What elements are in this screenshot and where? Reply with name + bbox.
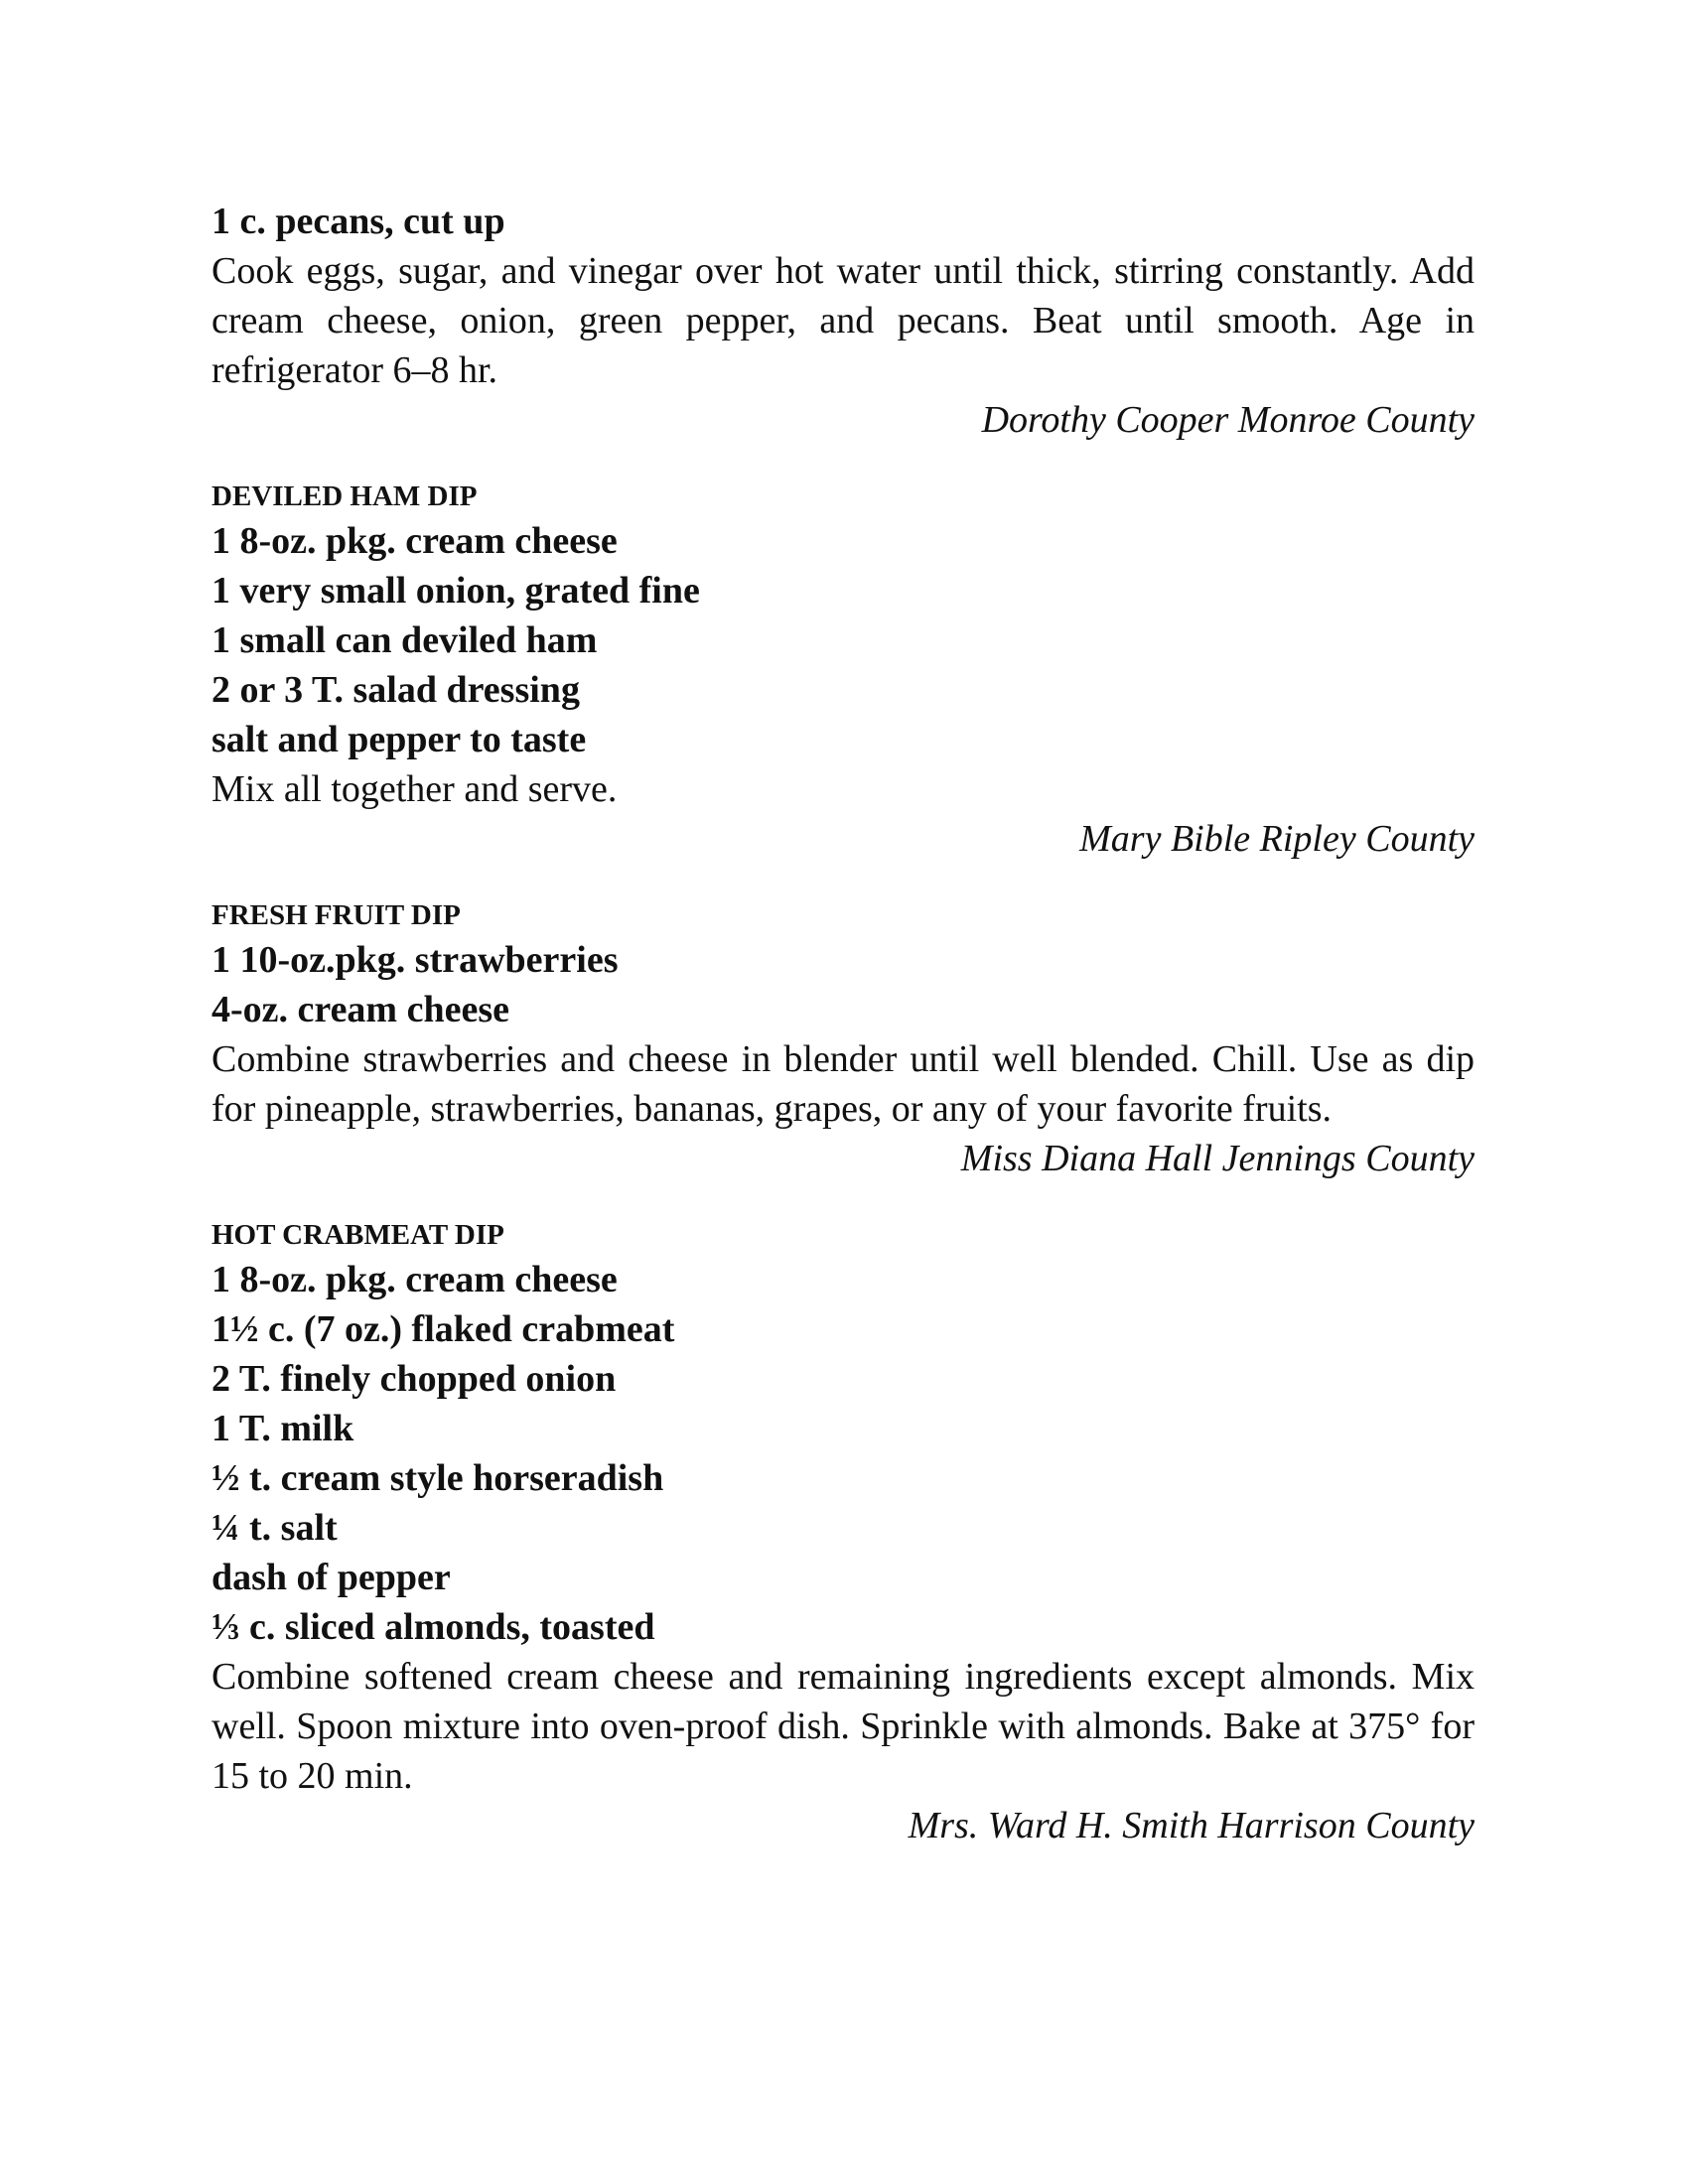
ingredient-line: 1½ c. (7 oz.) flaked crabmeat [211, 1308, 675, 1350]
ingredient-line: dash of pepper [211, 1557, 451, 1598]
ingredient-line: 1 c. pecans, cut up [211, 201, 505, 242]
ingredient-line: 1 8-oz. pkg. cream cheese [211, 1259, 618, 1300]
recipe-directions: Combine softened cream cheese and remaining ingredients except almonds. Mix well. Spoon mixture into oven-proof dish. Sprinkle with almonds. Bake at 375° for 15 to 20 min. [211, 1656, 1475, 1797]
ingredient-line: 4-oz. cream cheese [211, 989, 509, 1030]
recipe-fragment [211, 197, 1475, 445]
ingredient-line: 1 10-oz.pkg. strawberries [211, 939, 619, 981]
recipe-credit: Dorothy Cooper Monroe County [981, 399, 1475, 441]
recipe-credit: Mrs. Ward H. Smith Harrison County [908, 1805, 1475, 1846]
ingredient-line: 2 or 3 T. salad dressing [211, 669, 580, 711]
ingredient-line: 2 T. finely chopped onion [211, 1358, 617, 1400]
recipe-title: HOT CRABMEAT DIP [211, 1219, 504, 1251]
ingredient-line: ⅓ c. sliced almonds, toasted [211, 1606, 655, 1648]
recipe-title: FRESH FRUIT DIP [211, 899, 461, 931]
recipe-directions: Mix all together and serve. [211, 768, 618, 810]
ingredient-line: salt and pepper to taste [211, 719, 587, 760]
ingredient-line: 1 small can deviled ham [211, 619, 598, 661]
recipe-directions: Cook eggs, sugar, and vinegar over hot water until thick, stirring constantly. Add cream cheese, onion, green pepper, and pecans. Beat until smooth. Age in refrigerator 6–8 hr. [211, 250, 1475, 391]
ingredient-line: 1 T. milk [211, 1408, 354, 1449]
recipe-page [211, 197, 1475, 1850]
ingredient-line: ½ t. cream style horseradish [211, 1457, 664, 1499]
ingredient-line: 1 8-oz. pkg. cream cheese [211, 520, 618, 562]
ingredient-line: 1 very small onion, grated fine [211, 570, 700, 612]
recipe-hot-crabmeat-dip [211, 1183, 1475, 1850]
recipe-credit: Mary Bible Ripley County [1079, 818, 1475, 860]
recipe-credit: Miss Diana Hall Jennings County [960, 1138, 1475, 1179]
recipe-title: DEVILED HAM DIP [211, 480, 478, 512]
recipe-directions: Combine strawberries and cheese in blender until well blended. Chill. Use as dip for pineapple, strawberries, bananas, grapes, or any of your favorite fruits. [211, 1038, 1475, 1130]
recipe-fresh-fruit-dip [211, 864, 1475, 1183]
recipe-deviled-ham-dip [211, 445, 1475, 864]
ingredient-line: ¼ t. salt [211, 1507, 338, 1549]
